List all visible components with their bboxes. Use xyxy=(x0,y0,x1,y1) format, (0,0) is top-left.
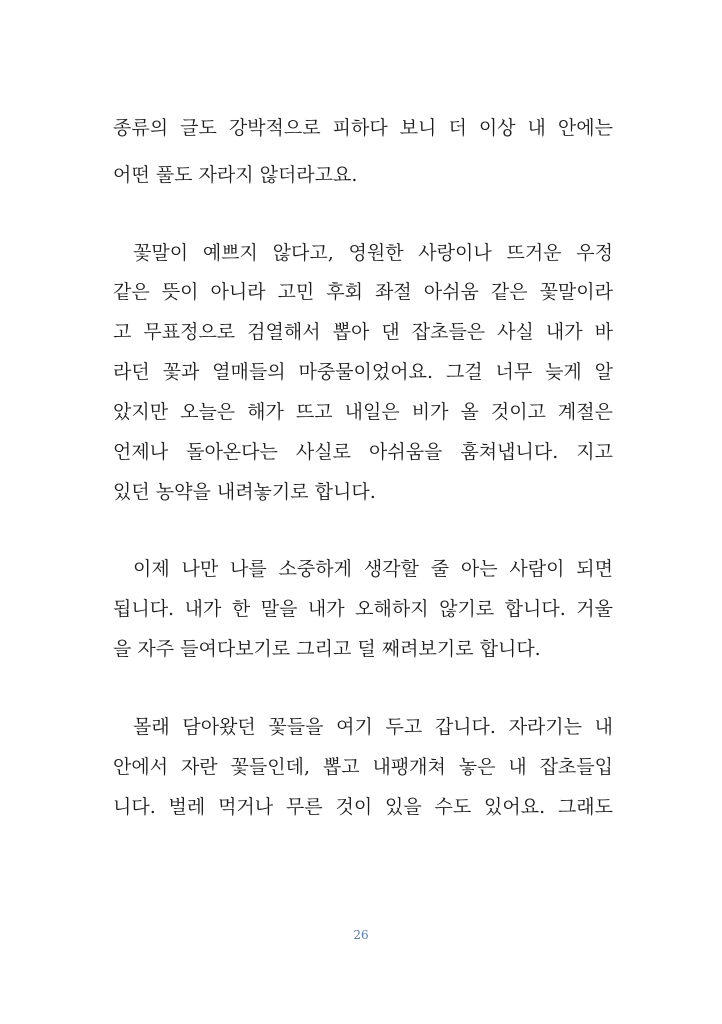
text-line: 언제나 돌아온다는 사실로 아쉬움을 훔쳐냅니다. 지고 xyxy=(113,441,613,463)
text-line: 고 무표정으로 검열해서 뽑아 댄 잡초들은 사실 내가 바 xyxy=(113,321,613,343)
text-line: 몰래 담아왔던 꽃들을 여기 두고 갑니다. 자라기는 내 xyxy=(133,716,613,738)
text-line: 안에서 자란 꽃들인데, 뽑고 내팽개쳐 놓은 내 잡초들입 xyxy=(113,756,613,778)
text-line: 종류의 글도 강박적으로 피하다 보니 더 이상 내 안에는 xyxy=(113,117,613,139)
text-line: 라던 꽃과 열매들의 마중물이었어요. 그걸 너무 늦게 알 xyxy=(113,361,613,383)
text-line: 을 자주 들여다보기로 그리고 덜 째려보기로 합니다. xyxy=(113,638,541,660)
text-line: 이제 나만 나를 소중하게 생각할 줄 아는 사람이 되면 xyxy=(133,558,613,580)
text-line: 같은 뜻이 아니라 고민 후회 좌절 아쉬움 같은 꽃말이라 xyxy=(113,281,613,303)
text-line: 니다. 벌레 먹거나 무른 것이 있을 수도 있어요. 그래도 xyxy=(113,796,613,818)
page-number: 26 xyxy=(353,928,369,942)
text-line: 어떤 풀도 자라지 않더라고요. xyxy=(113,164,358,186)
text-line: 됩니다. 내가 한 말을 내가 오해하지 않기로 합니다. 거울 xyxy=(113,598,613,620)
text-line: 았지만 오늘은 해가 뜨고 내일은 비가 올 것이고 계절은 xyxy=(113,401,613,423)
text-line: 꽃말이 예쁘지 않다고, 영원한 사랑이나 뜨거운 우정 xyxy=(133,242,613,264)
text-line: 있던 농약을 내려놓기로 합니다. xyxy=(113,481,376,503)
